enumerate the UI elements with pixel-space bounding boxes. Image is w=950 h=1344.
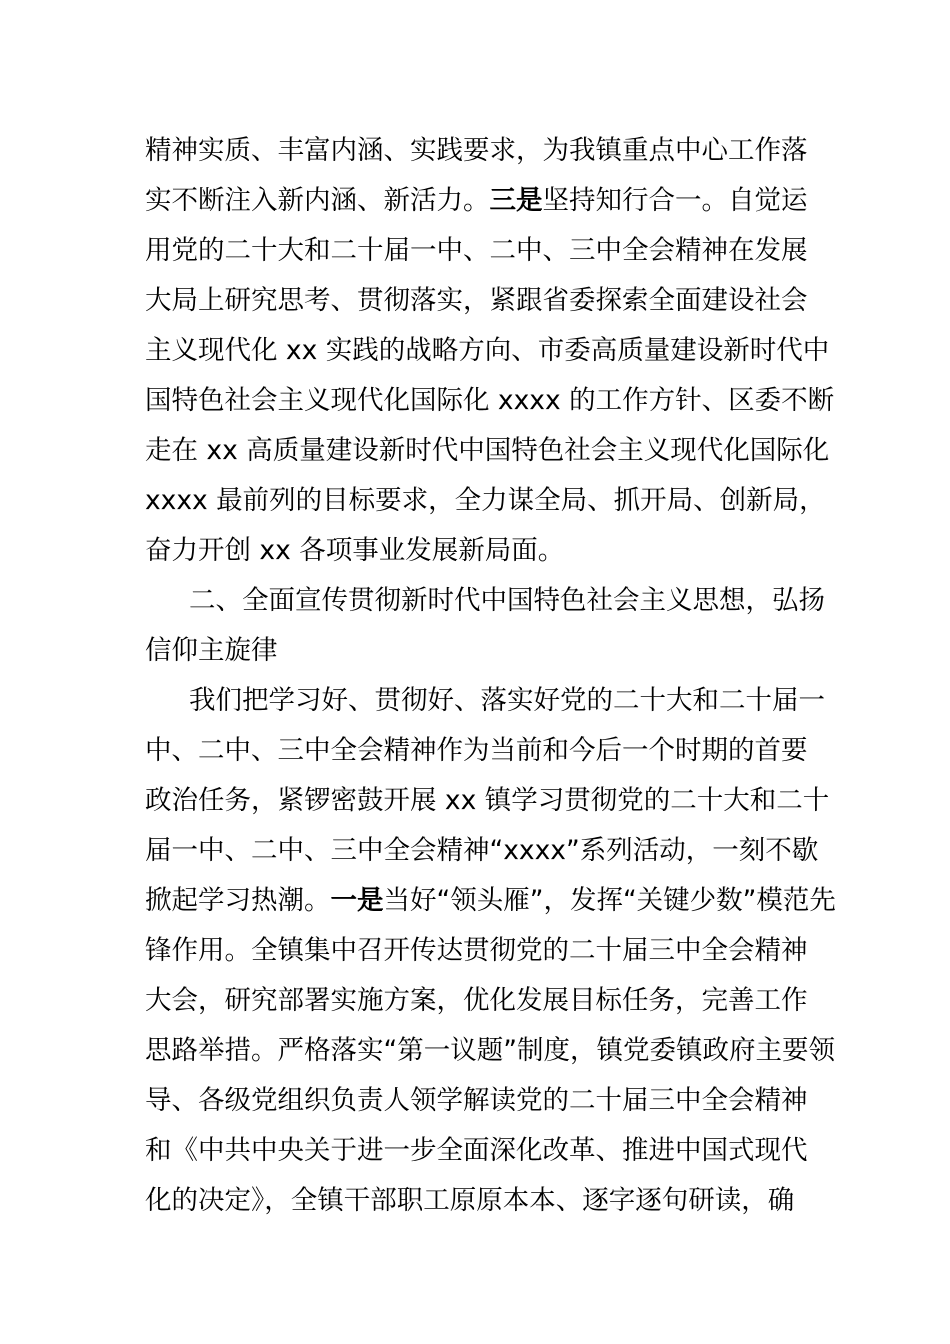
- text-line: [145, 126, 825, 176]
- text-segment: 和《中共中央关于进一步全面深化改革、推进中国式现代: [145, 1135, 808, 1166]
- text-segment: 国特色社会主义现代化国际化 xxxx 的工作方针、区委不断: [145, 385, 835, 416]
- text-line: [145, 876, 836, 926]
- text-line: [145, 826, 825, 876]
- text-line: [145, 1176, 825, 1226]
- text-segment: 大会，研究部署实施方案，优化发展目标任务，完善工作: [145, 985, 808, 1016]
- bold-text-segment: 一是: [330, 885, 384, 916]
- text-line: [145, 326, 830, 376]
- document-body: [145, 126, 836, 1226]
- text-segment: 走在 xx 高质量建设新时代中国特色社会主义现代化国际化: [145, 435, 830, 466]
- text-line: [145, 976, 825, 1026]
- text-segment: 中、二中、三中全会精神作为当前和今后一个时期的首要: [145, 735, 808, 766]
- text-segment: 当好“领头雁”，发挥“关键少数”模范先: [383, 885, 836, 916]
- text-line: [145, 1126, 825, 1176]
- text-line: [145, 1026, 835, 1076]
- bold-text-segment: 三是: [489, 185, 543, 216]
- text-segment: 我们把学习好、贯彻好、落实好党的二十大和二十届一: [189, 685, 825, 716]
- text-segment: 掀起学习热潮。: [145, 885, 331, 916]
- text-segment: 奋力开创 xx 各项事业发展新局面。: [145, 535, 565, 566]
- text-line: [145, 226, 825, 276]
- text-line: [145, 376, 835, 426]
- text-segment: 二、全面宣传贯彻新时代中国特色社会主义思想，弘扬: [189, 585, 825, 616]
- text-line: [145, 776, 830, 826]
- text-line: [145, 176, 825, 226]
- text-line: [145, 726, 825, 776]
- text-segment: xxxx 最前列的目标要求，全力谋全局、抓开局、创新局，: [145, 485, 826, 516]
- text-line: [145, 426, 830, 476]
- text-line: [145, 626, 825, 676]
- text-segment: 大局上研究思考、贯彻落实，紧跟省委探索全面建设社会: [145, 285, 808, 316]
- text-segment: 导、各级党组织负责人领学解读党的二十届三中全会精神: [145, 1085, 808, 1116]
- text-segment: 化的决定》，全镇干部职工原原本本、逐字逐句研读，确: [145, 1185, 795, 1216]
- text-segment: 信仰主旋律: [145, 635, 278, 666]
- text-segment: 精神实质、丰富内涵、实践要求，为我镇重点中心工作落: [145, 135, 808, 166]
- text-segment: 届一中、二中、三中全会精神“xxxx”系列活动，一刻不歇: [145, 835, 819, 866]
- text-line: [145, 1076, 825, 1126]
- text-segment: 用党的二十大和二十届一中、二中、三中全会精神在发展: [145, 235, 808, 266]
- text-line: [145, 676, 825, 726]
- text-segment: 政治任务，紧锣密鼓开展 xx 镇学习贯彻党的二十大和二十: [145, 785, 830, 816]
- text-segment: 思路举措。严格落实“第一议题”制度，镇党委镇政府主要领: [145, 1035, 835, 1066]
- text-line: [145, 926, 825, 976]
- text-line: [145, 526, 825, 576]
- text-line: [145, 576, 825, 626]
- text-line: [145, 476, 825, 526]
- text-segment: 锋作用。全镇集中召开传达贯彻党的二十届三中全会精神: [145, 935, 808, 966]
- text-segment: 主义现代化 xx 实践的战略方向、市委高质量建设新时代中: [145, 335, 830, 366]
- text-line: [145, 276, 825, 326]
- text-segment: 坚持知行合一。自觉运: [542, 185, 808, 216]
- text-segment: 实不断注入新内涵、新活力。: [145, 185, 490, 216]
